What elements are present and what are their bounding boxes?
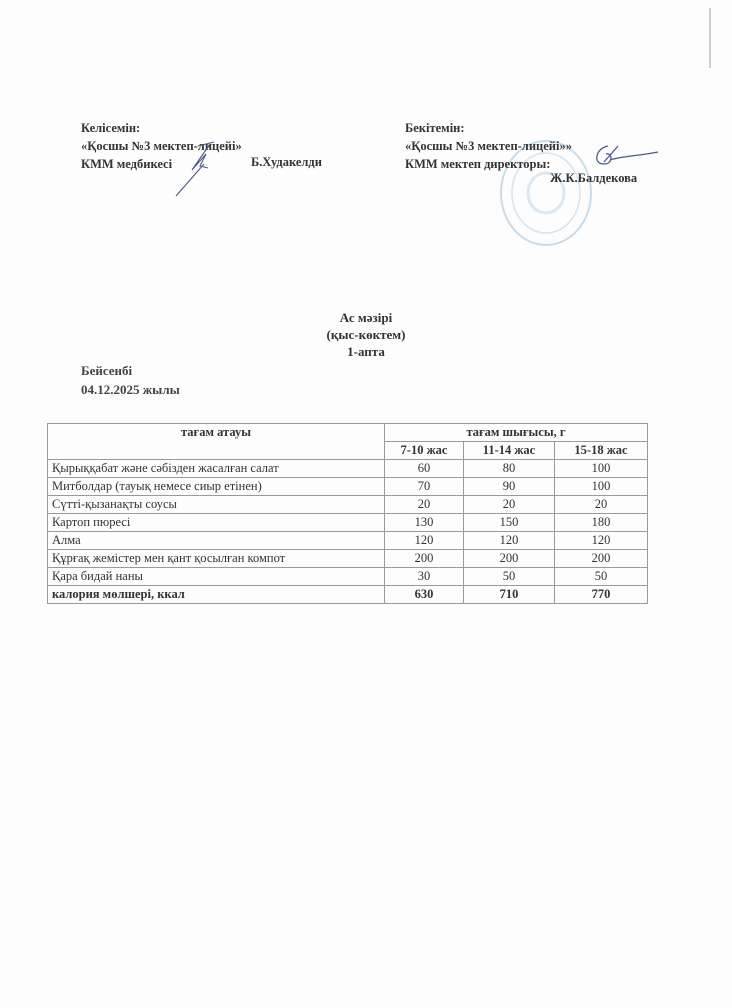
dish-name: Қара бидай наны	[48, 568, 385, 586]
date: 04.12.2025 жылы	[81, 382, 180, 397]
scan-edge-line	[709, 8, 711, 68]
portion-value: 90	[464, 478, 555, 496]
table-row	[48, 496, 648, 514]
approved-block	[405, 119, 572, 173]
day-info	[81, 361, 180, 399]
table-row	[48, 514, 648, 532]
portion-value: 200	[464, 550, 555, 568]
total-value: 630	[385, 586, 464, 604]
dish-name: Митболдар (тауық немесе сиыр етінен)	[48, 478, 385, 496]
dish-name: Картоп пюресі	[48, 514, 385, 532]
agreed-position: КММ медбикесі	[81, 157, 173, 171]
table-header-row	[48, 424, 648, 442]
director-name: Ж.К.Балдекова	[550, 171, 638, 185]
dish-name: Сүтті-қызанақты соусы	[48, 496, 385, 514]
portion-value: 80	[464, 460, 555, 478]
menu-table	[47, 423, 648, 604]
portion-value: 200	[385, 550, 464, 568]
portion-value: 50	[555, 568, 648, 586]
title-line-1: Ас мәзірі	[339, 310, 393, 325]
portion-value: 200	[555, 550, 648, 568]
nurse-name: Б.Худакелди	[251, 155, 322, 169]
header-dish-name: тағам атауы	[48, 424, 385, 460]
title-line-2: (қыс-көктем)	[326, 327, 406, 342]
portion-value: 180	[555, 514, 648, 532]
menu-title	[0, 309, 732, 360]
portion-value: 120	[555, 532, 648, 550]
portion-value: 60	[385, 460, 464, 478]
portion-value: 70	[385, 478, 464, 496]
approved-heading: Бекітемін:	[405, 121, 465, 135]
header-age-15-18: 15-18 жас	[555, 442, 648, 460]
portion-value: 100	[555, 478, 648, 496]
portion-value: 120	[385, 532, 464, 550]
director-signature-icon	[588, 142, 660, 174]
title-line-3: 1-апта	[347, 344, 385, 359]
nurse-signature-icon	[170, 140, 230, 198]
table-row	[48, 478, 648, 496]
total-value: 710	[464, 586, 555, 604]
table-total-row	[48, 586, 648, 604]
portion-value: 20	[385, 496, 464, 514]
portion-value: 50	[464, 568, 555, 586]
portion-value: 130	[385, 514, 464, 532]
header-age-11-14: 11-14 жас	[464, 442, 555, 460]
agreed-heading: Келісемін:	[81, 121, 141, 135]
total-value: 770	[555, 586, 648, 604]
header-age-7-10: 7-10 жас	[385, 442, 464, 460]
agreed-org: «Қосшы №3 мектеп-лицейі»	[81, 139, 242, 153]
dish-name: Қырыққабат және сәбізден жасалған салат	[48, 460, 385, 478]
portion-value: 30	[385, 568, 464, 586]
header-output: тағам шығысы, г	[385, 424, 648, 442]
total-label: калория мөлшері, ккал	[48, 586, 385, 604]
portion-value: 120	[464, 532, 555, 550]
approved-position: КММ мектеп директоры:	[405, 157, 551, 171]
portion-value: 20	[555, 496, 648, 514]
portion-value: 150	[464, 514, 555, 532]
dish-name: Құрғақ жемістер мен қант қосылған компот	[48, 550, 385, 568]
dish-name: Алма	[48, 532, 385, 550]
weekday: Бейсенбі	[81, 363, 133, 378]
table-row	[48, 568, 648, 586]
table-row	[48, 460, 648, 478]
approved-org: «Қосшы №3 мектеп-лицейі»»	[405, 139, 572, 153]
table-row	[48, 550, 648, 568]
portion-value: 20	[464, 496, 555, 514]
table-row	[48, 532, 648, 550]
portion-value: 100	[555, 460, 648, 478]
